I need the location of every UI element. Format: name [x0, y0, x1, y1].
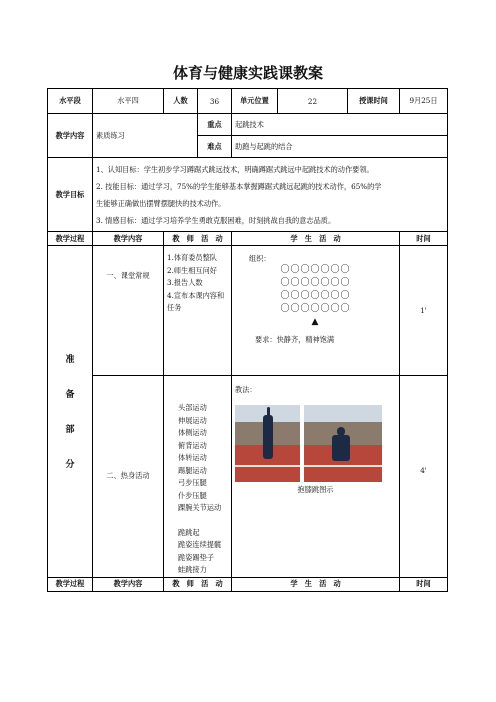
- exercise-item: 体侧运动: [178, 428, 207, 437]
- phase-char: 准: [65, 355, 75, 366]
- date-label: 授课时间: [348, 89, 400, 114]
- col-student: 学 生 活 动: [232, 232, 400, 246]
- col-content: 教学内容: [93, 577, 164, 591]
- goals-text: [93, 158, 448, 232]
- exercise-item: 仆步压腿: [178, 490, 207, 500]
- formation-row: 〇〇〇〇〇〇〇: [280, 304, 351, 314]
- routine-time: 1': [400, 246, 448, 376]
- header-row: [48, 89, 448, 114]
- col-teacher: 教 师 活 动: [164, 232, 232, 246]
- teach-label: 教法：: [235, 385, 257, 394]
- photo-caption: 抱膝跳图示: [297, 484, 334, 494]
- teacher-step: 1.体育委员整队: [167, 253, 217, 262]
- exercise-item: 伸展运动: [178, 415, 207, 425]
- teacher-marker-icon: ▲: [311, 317, 320, 327]
- teacher-step: 4.宣布本课内容和任务: [167, 290, 225, 312]
- unit-value: 22: [278, 89, 348, 114]
- phase-char: 分: [65, 460, 75, 471]
- teacher-step: 3.报告人数: [167, 278, 203, 287]
- key-value: 起跳技术: [232, 114, 448, 136]
- warmup-student: [232, 376, 400, 578]
- exercise-item: 跪姿踢垫子: [178, 552, 214, 562]
- routine-name: 一、课堂常规: [93, 246, 164, 376]
- col-student: 学 生 活 动: [232, 577, 400, 591]
- column-header-row: [48, 232, 448, 246]
- formation-row: 〇〇〇〇〇〇〇: [280, 291, 351, 301]
- routine-student: [232, 246, 400, 376]
- unit-label: 单元位置: [232, 89, 278, 114]
- demo-photos: [235, 405, 396, 483]
- routine-requirement: 要求：快静齐，精神饱满: [255, 335, 335, 344]
- grade-label: 水平段: [48, 89, 93, 114]
- org-label: 组织：: [249, 254, 271, 263]
- exercise-item: 弓步压腿: [178, 478, 207, 487]
- content-value: 素质练习: [93, 114, 198, 158]
- goal-line: 2. 技能目标：通过学习，75%的学生能够基本掌握蹲踞式跳远起跳的技术动作，65%的学: [96, 181, 382, 191]
- warmup-time: 4': [400, 376, 448, 578]
- exercise-item: 踝腕关节运动: [178, 503, 222, 512]
- routine-teacher: [164, 246, 232, 376]
- phase-label: [48, 246, 93, 578]
- exercise-item: 跪跳起: [178, 527, 200, 537]
- exercise-item: 头部运动: [178, 403, 207, 412]
- phase-char: 备: [65, 390, 75, 401]
- date-value: 9月25日: [400, 89, 448, 114]
- warmup-name: 二、热身活动: [93, 376, 164, 578]
- goal-line: 3. 情感目标：通过学习培养学生勇敢克服困难，时刻挑战自我的意志品质。: [96, 215, 336, 225]
- routine-row: [48, 246, 448, 376]
- page-title: 体育与健康实践课教案: [172, 64, 323, 82]
- jump-photo-right: [304, 405, 382, 483]
- goal-line: 生能够正确做出摆臂摆腿快的技术动作。: [96, 198, 226, 208]
- goals-row: [48, 158, 448, 232]
- formation-row: 〇〇〇〇〇〇〇: [280, 278, 351, 288]
- col-time: 时间: [400, 232, 448, 246]
- warmup-method-block: [235, 376, 396, 397]
- col-content: 教学内容: [93, 232, 164, 246]
- count-value: 36: [198, 89, 232, 114]
- exercise-item: 俯背运动: [178, 440, 207, 450]
- col-teacher: 教 师 活 动: [164, 577, 232, 591]
- content-row: [48, 114, 448, 136]
- grade-value: 水平四: [93, 89, 164, 114]
- exercise-item: 蛙跳接力: [178, 565, 207, 574]
- col-process: 教学过程: [48, 232, 93, 246]
- exercise-item: 跪姿连续提髋: [178, 540, 222, 549]
- formation-row: 〇〇〇〇〇〇〇: [280, 265, 351, 275]
- formation-diagram: [235, 264, 396, 329]
- warmup-row: [48, 376, 448, 578]
- teacher-step: 2.师生相互问好: [167, 265, 217, 275]
- jump-photo-left: [235, 405, 300, 483]
- lesson-plan-table: [47, 88, 448, 592]
- exercise-item: 踢腿运动: [178, 465, 207, 475]
- diff-value: 助跑与起跳的结合: [232, 136, 448, 158]
- col-process: 教学过程: [48, 577, 93, 591]
- phase-char: 部: [65, 425, 75, 436]
- warmup-teacher: [164, 376, 232, 578]
- key-label: 重点: [198, 114, 232, 136]
- column-header-row-footer: [48, 577, 448, 591]
- exercise-spacer: [178, 515, 231, 527]
- exercise-item: 体转运动: [178, 453, 207, 462]
- diff-label: 难点: [198, 136, 232, 158]
- count-label: 人数: [164, 89, 198, 114]
- goals-label: 教学目标: [48, 158, 93, 232]
- content-label: 教学内容: [48, 114, 93, 158]
- goal-line: 1、认知目标：学生初步学习蹲踞式跳远技术，明确蹲踞式跳远中起跳技术的动作要领。: [96, 164, 374, 174]
- col-time: 时间: [400, 577, 448, 591]
